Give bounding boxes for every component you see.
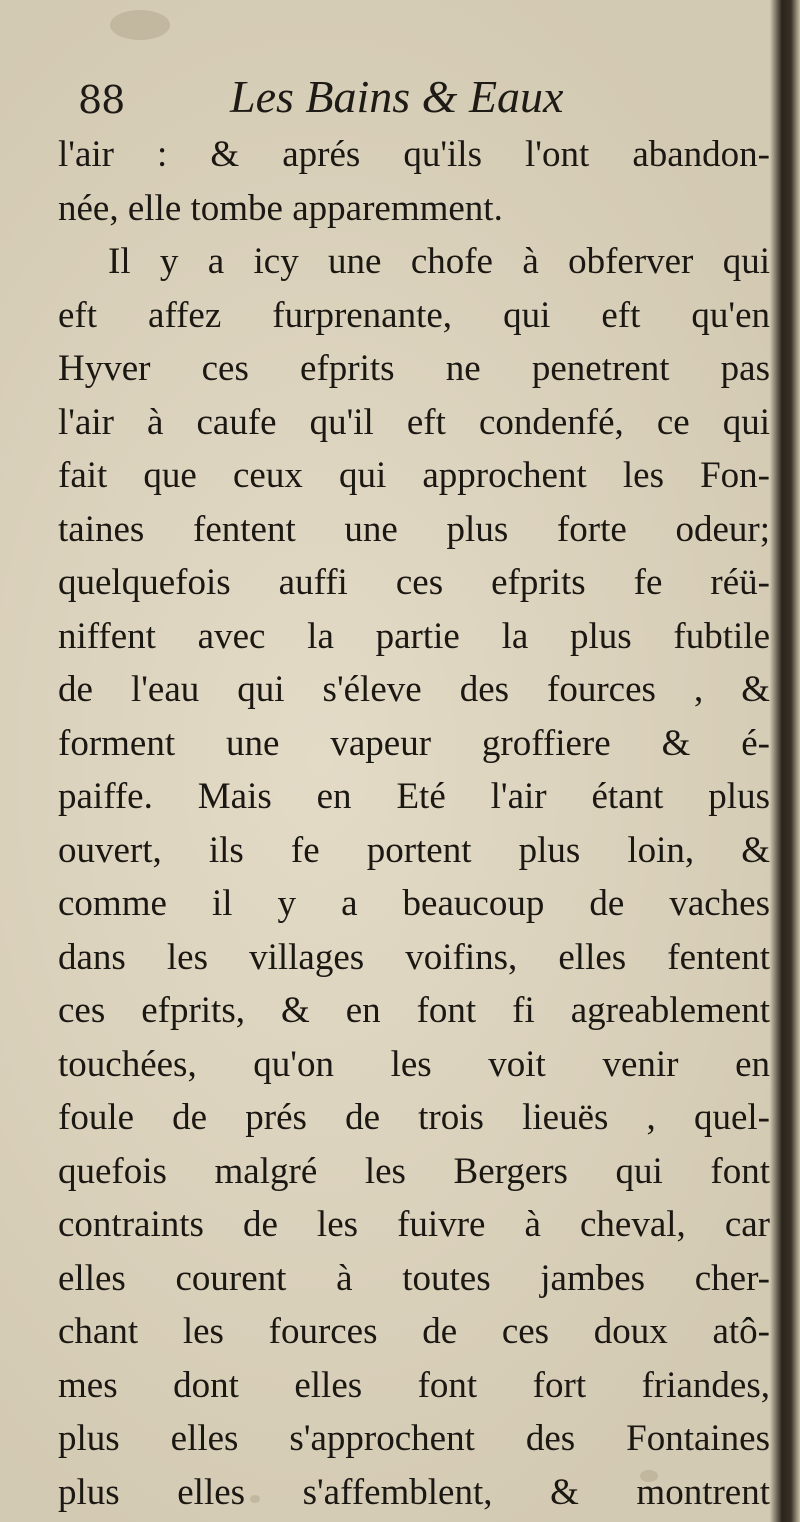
body-text xyxy=(58,128,770,1519)
page-number: 88 xyxy=(78,78,125,122)
running-title: Les Bains & Eaux xyxy=(230,71,564,122)
text-line: fait que ceux qui approchent les Fon- xyxy=(58,455,770,496)
text-line: contraints de les fuivre à cheval, car xyxy=(58,1204,770,1245)
text-line: paiffe. Mais en Eté l'air étant plus xyxy=(58,776,770,817)
text-line: niffent avec la partie la plus fubtile xyxy=(58,615,770,657)
text-line: plus elles s'approchent des Fontaines xyxy=(58,1418,770,1459)
text-line: quefois malgré les Bergers qui font xyxy=(58,1150,770,1192)
text-line: foule de prés de trois lieuës , quel- xyxy=(58,1097,770,1138)
binding-gutter xyxy=(770,0,800,1522)
text-line: plus elles s'affemblent, & montrent xyxy=(58,1471,770,1513)
text-line: ces efprits, & en font fi agreablement xyxy=(58,990,770,1031)
text-line: Hyver ces efprits ne penetrent pas xyxy=(58,348,770,389)
text-line: l'air : & aprés qu'ils l'ont abandon- xyxy=(58,134,770,175)
text-line: elles courent à toutes jambes cher- xyxy=(58,1257,770,1299)
text-line: mes dont elles font fort friandes, xyxy=(58,1364,770,1406)
text-line: comme il y a beaucoup de vaches xyxy=(58,883,770,924)
text-line: l'air à caufe qu'il eft condenfé, ce qui xyxy=(58,401,770,443)
text-line: née, elle tombe apparemment. xyxy=(58,187,503,229)
text-line: touchées, qu'on les voit venir en xyxy=(58,1043,770,1085)
text-line: taines fentent une plus forte odeur; xyxy=(58,508,770,550)
page-header xyxy=(78,70,678,130)
text-line: ouvert, ils fe portent plus loin, & xyxy=(58,829,770,871)
paper-stain xyxy=(110,10,170,40)
text-line: forment une vapeur groffiere & é- xyxy=(58,722,770,764)
text-line: eft affez furprenante, qui eft qu'en xyxy=(58,294,770,336)
text-line: quelquefois auffi ces efprits fe réü- xyxy=(58,562,770,603)
text-line: dans les villages voifins, elles fentent xyxy=(58,936,770,978)
text-line: de l'eau qui s'éleve des fources , & xyxy=(58,669,770,710)
text-line: Il y a icy une chofe à obferver qui xyxy=(108,241,770,282)
text-line: chant les fources de ces doux atô- xyxy=(58,1311,770,1352)
